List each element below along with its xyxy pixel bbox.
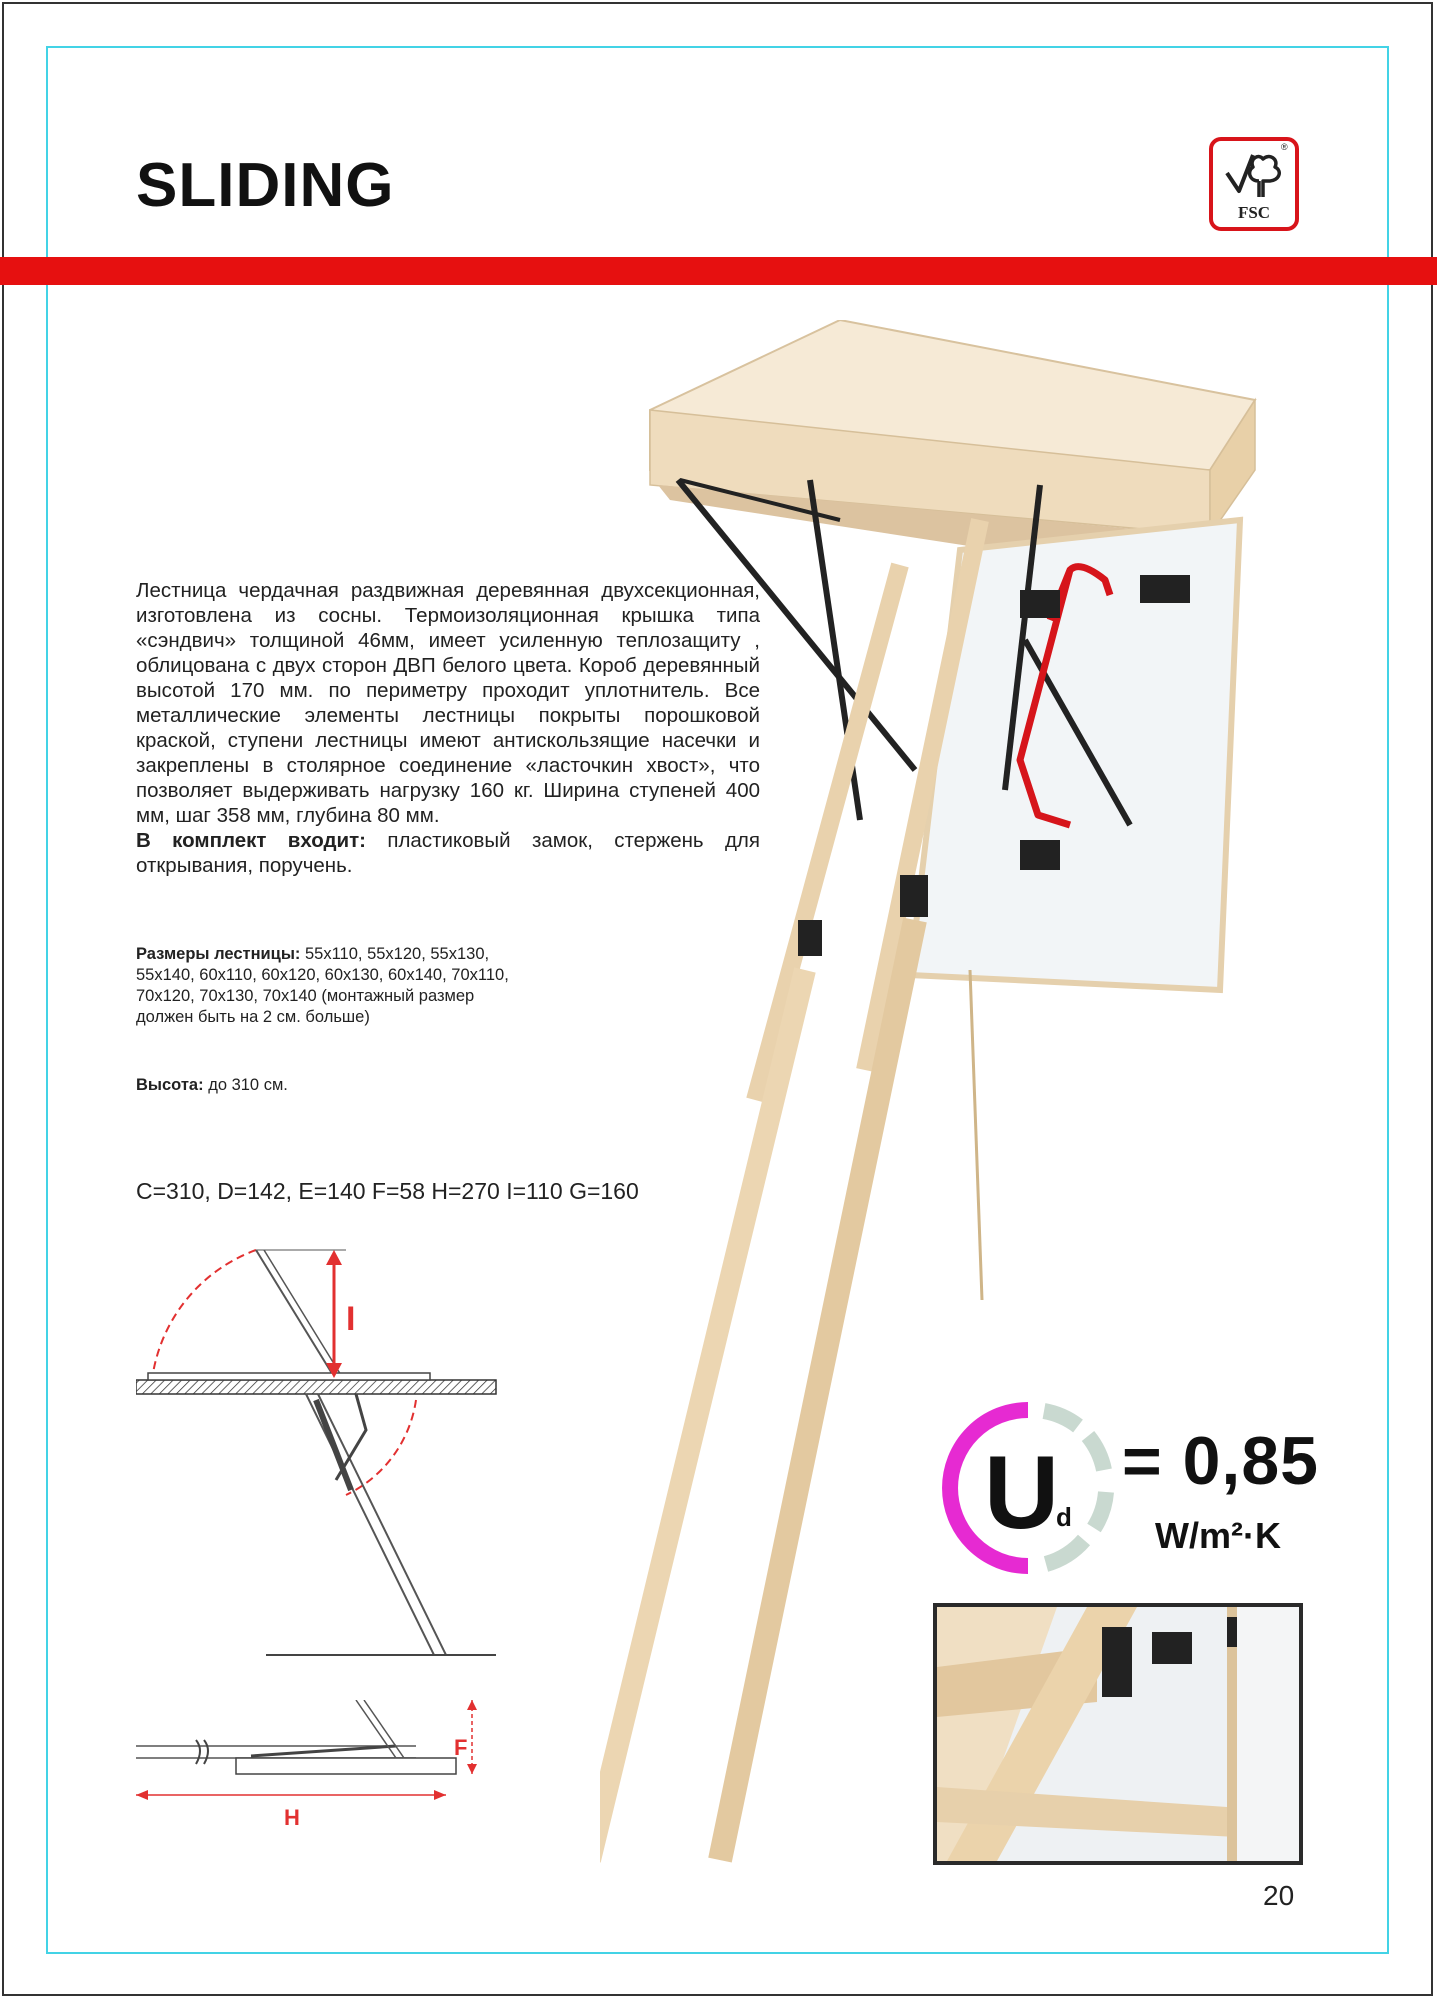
- registered-mark: ®: [1281, 142, 1288, 152]
- dim-label-h: H: [284, 1805, 300, 1830]
- height-label: Высота:: [136, 1076, 204, 1094]
- u-subscript: d: [1056, 1502, 1072, 1532]
- u-value-unit: W/m²·K: [1155, 1515, 1281, 1556]
- dim-label-i: I: [346, 1300, 356, 1338]
- fsc-logo-text: FSC: [1237, 203, 1271, 222]
- u-value-number: = 0,85: [1122, 1423, 1319, 1499]
- u-value-badge: [940, 1400, 1340, 1575]
- open-ladder-diagram: [136, 1230, 516, 1670]
- ladder-sizes: [136, 944, 526, 1028]
- dimensions-line: C=310, D=142, E=140 F=58 H=270 I=110 G=160: [136, 1178, 639, 1204]
- closed-ladder-diagram: [136, 1700, 486, 1850]
- dim-label-f: F: [454, 1735, 468, 1760]
- detail-photo: [933, 1603, 1303, 1865]
- kit-text: пластиковый замок, стержень для открывания, поручень.: [136, 829, 760, 877]
- fsc-logo: [1209, 137, 1299, 231]
- tree-check-icon: [1223, 147, 1287, 205]
- u-value-ring-icon: [940, 1400, 1120, 1575]
- description-text: Лестница чердачная раздвижная деревянная двухсекционная, изготовлена из сосны. Термоизоляционная крышка типа «сэндвич» толщиной 46мм, имеет усиленную теплозащиту , облицована с двух сторон ДВП белого цвета. Короб деревянный высотой 170 мм. по периметру проходит уплотнитель. Все металлические элементы лестницы покрыты порошковой краской, ступени лестницы имеют антискользящие насечки и закреплены в столярное соединение «ласточкин хвост», что позволяет выдерживать нагрузку 160 кг. Ширина ступеней 400 мм, шаг 358 мм, глубина 80 мм.: [136, 579, 760, 827]
- ladder-height: [136, 1076, 288, 1095]
- u-symbol: U: [984, 1435, 1060, 1551]
- page-number: 20: [1263, 1880, 1295, 1911]
- height-text: до 310 см.: [203, 1076, 288, 1094]
- kit-label: В комплект входит:: [136, 829, 366, 852]
- sizes-label: Размеры лестницы:: [136, 945, 301, 963]
- header-red-band: [0, 257, 1437, 285]
- sizes-text: 55x110, 55x120, 55x130, 55x140, 60x110, 60x120, 60x130, 60x140, 70x110, 70x120, 70x130, 70x140 (монтажный размер должен быть на 2 см. больше): [136, 945, 509, 1026]
- page-title: SLIDING: [136, 151, 395, 220]
